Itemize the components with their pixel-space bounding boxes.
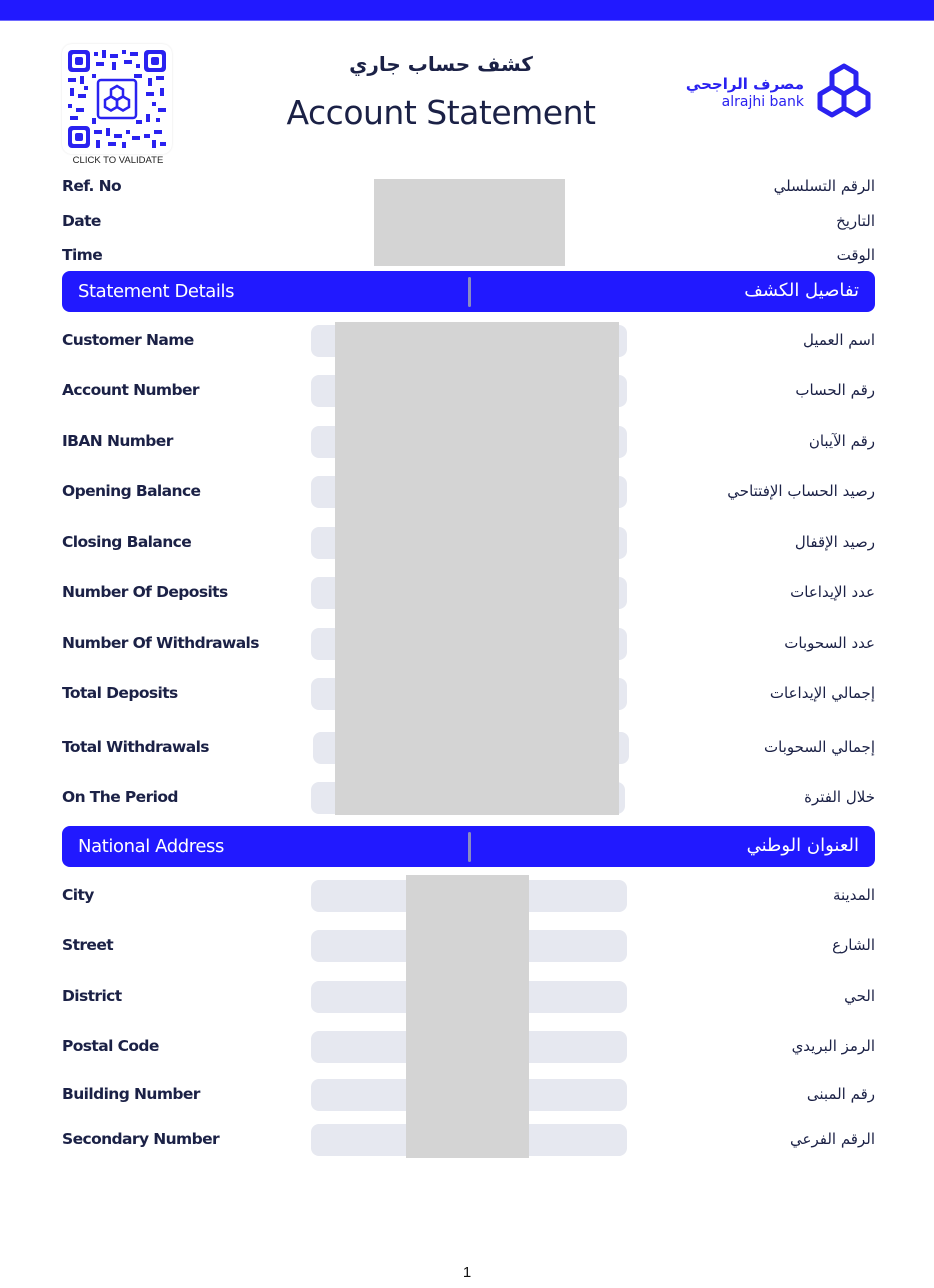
label-ar: الرقم الفرعي xyxy=(790,1130,875,1148)
qr-caption[interactable]: CLICK TO VALIDATE xyxy=(72,155,164,166)
label-ar: خلال الفترة xyxy=(804,788,875,806)
label-en: Ref. No xyxy=(62,177,122,195)
label-en: Building Number xyxy=(62,1085,200,1103)
redacted-block xyxy=(406,875,529,1158)
label-en: Time xyxy=(62,246,103,264)
label-en: Street xyxy=(62,936,114,954)
label-ar: الوقت xyxy=(836,246,875,264)
label-en: Total Deposits xyxy=(62,684,178,702)
section-title: Statement Details xyxy=(78,281,235,302)
qr-validate-link[interactable] xyxy=(62,44,174,168)
section-divider xyxy=(468,277,471,307)
label-ar: الرمز البريدي xyxy=(791,1037,875,1055)
document-title-arabic: كشف حساب جاري xyxy=(349,52,533,76)
label-en: Opening Balance xyxy=(62,482,201,500)
label-ar: المدينة xyxy=(832,886,875,904)
bank-name: alrajhi bank xyxy=(721,94,804,110)
label-ar: رصيد الإقفال xyxy=(794,533,875,551)
label-en: District xyxy=(62,987,122,1005)
qr-code-icon[interactable] xyxy=(62,44,172,154)
section-title: National Address xyxy=(78,836,225,857)
bank-name-arabic: مصرف الراجحي xyxy=(685,75,804,93)
top-brand-bar xyxy=(0,0,934,21)
label-ar: عدد السحوبات xyxy=(784,634,875,652)
label-en: Number Of Withdrawals xyxy=(62,634,259,652)
redacted-block xyxy=(335,322,619,815)
label-ar: إجمالي السحوبات xyxy=(764,738,875,756)
bank-logo xyxy=(685,62,874,122)
section-header-national-address xyxy=(62,826,875,867)
label-en: On The Period xyxy=(62,788,178,806)
label-en: Customer Name xyxy=(62,331,194,349)
label-ar: رقم الآيبان xyxy=(808,432,875,450)
label-ar: رصيد الحساب الإفتتاحي xyxy=(727,482,875,500)
document-title: Account Statement xyxy=(286,93,596,132)
label-ar: رقم المبنى xyxy=(806,1085,875,1103)
label-en: City xyxy=(62,886,94,904)
label-en: Date xyxy=(62,212,101,230)
label-en: Total Withdrawals xyxy=(62,738,209,756)
label-ar: الشارع xyxy=(832,936,875,954)
label-en: Closing Balance xyxy=(62,533,192,551)
label-en: IBAN Number xyxy=(62,432,173,450)
label-ar: الرقم التسلسلي xyxy=(773,177,875,195)
section-header-statement-details xyxy=(62,271,875,312)
redacted-block xyxy=(374,179,565,266)
section-title-arabic: تفاصيل الكشف xyxy=(744,280,859,301)
section-divider xyxy=(468,832,471,862)
label-ar: الحي xyxy=(844,987,875,1005)
label-ar: التاريخ xyxy=(836,212,875,230)
alrajhi-logo-icon xyxy=(814,62,874,122)
label-en: Secondary Number xyxy=(62,1130,220,1148)
page-number: 1 xyxy=(462,1264,472,1281)
label-en: Account Number xyxy=(62,381,199,399)
section-title-arabic: العنوان الوطني xyxy=(746,835,859,856)
label-en: Number Of Deposits xyxy=(62,583,228,601)
label-ar: إجمالي الإيداعات xyxy=(769,684,875,702)
label-ar: رقم الحساب xyxy=(795,381,875,399)
label-ar: اسم العميل xyxy=(802,331,875,349)
label-en: Postal Code xyxy=(62,1037,159,1055)
label-ar: عدد الإيداعات xyxy=(790,583,875,601)
